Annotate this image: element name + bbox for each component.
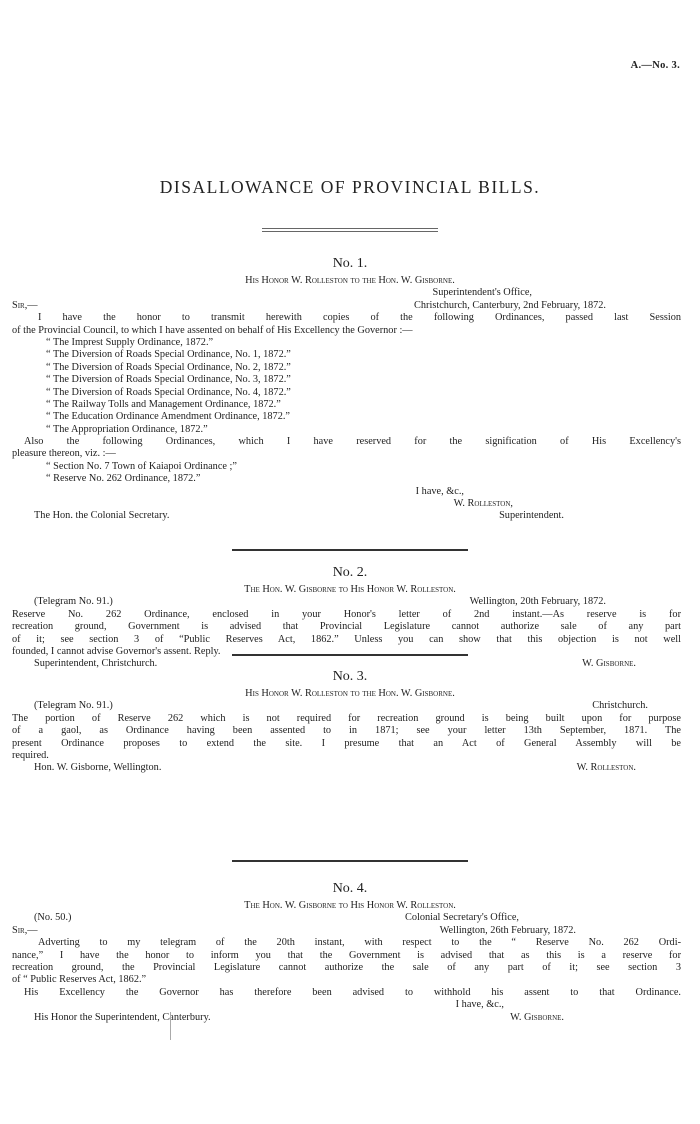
telegram-no-3 xyxy=(0,668,700,775)
section-divider xyxy=(232,654,468,656)
letter-number: No. 4. xyxy=(332,881,368,896)
scan-mark xyxy=(170,1012,172,1040)
place-date: Wellington, 26th February, 1872. xyxy=(439,924,576,936)
body-line: of it; see section 3 of “Public Reserves Act, 1862.” Unless you can show that this objection is not well xyxy=(12,633,681,645)
telegram-number: (Telegram No. 91.) xyxy=(34,700,113,712)
body-line: pleasure thereon, viz. :— xyxy=(12,448,116,460)
body-line: Reserve No. 262 Ordinance, enclosed in your Honor's letter of 2nd instant.—As reserve is for xyxy=(12,608,681,620)
body-line: present Ordinance proposes to extend the site. I presume that an Act of General Assembly will be xyxy=(12,737,681,749)
body-line: required. xyxy=(12,749,49,761)
letter-from-to: The Hon. W. Gisborne to His Honor W. Rolleston. xyxy=(244,900,456,911)
document-reference: A.—No. 3. xyxy=(630,60,680,71)
letter-number: No. 1. xyxy=(332,256,368,271)
ordinance-item: “ The Diversion of Roads Special Ordinance, No. 4, 1872.” xyxy=(46,386,291,398)
body-line: of a gaol, as Ordinance having been assented to in 1871; see your letter 13th September, 1871. The xyxy=(12,725,681,737)
place: Christchurch. xyxy=(592,700,648,712)
letter-number: No. 2. xyxy=(332,565,368,580)
letter-from-to: His Honor W. Rolleston to the Hon. W. Gisborne. xyxy=(245,275,455,286)
body-line: I have the honor to transmit herewith copies of the following Ordinances, passed last Session xyxy=(38,312,681,324)
ordinance-item: “ The Education Ordinance Amendment Ordinance, 1872.” xyxy=(46,411,290,423)
place-date: Christchurch, Canterbury, 2nd February, 1872. xyxy=(414,299,606,311)
section-divider xyxy=(232,860,468,862)
title-divider xyxy=(262,228,438,232)
body-line: Adverting to my telegram of the 20th instant, with respect to the “ Reserve No. 262 Ordi- xyxy=(38,937,681,949)
ordinance-item: “ The Diversion of Roads Special Ordinance, No. 1, 1872.” xyxy=(46,349,291,361)
signature-title: Superintendent. xyxy=(499,510,564,522)
closing: I have, &c., xyxy=(455,999,504,1011)
ordinance-item: “ The Diversion of Roads Special Ordinance, No. 3, 1872.” xyxy=(46,374,291,386)
letter-from-to: The Hon. W. Gisborne to His Honor W. Rolleston. xyxy=(244,584,456,595)
letter-office: Superintendent's Office, xyxy=(432,287,532,299)
ordinance-item: “ The Diversion of Roads Special Ordinance, No. 2, 1872.” xyxy=(46,361,291,373)
letter-no-4 xyxy=(0,880,700,1024)
recipient: Superintendent, Christchurch. xyxy=(34,658,158,670)
section-divider xyxy=(232,549,468,551)
letter-number: No. 3. xyxy=(332,669,368,684)
body-line: recreation ground, Government is advised that Provincial Legislature cannot authorize sale of any part xyxy=(12,621,681,633)
signature: W. Rolleston. xyxy=(576,762,636,774)
recipient: Hon. W. Gisborne, Wellington. xyxy=(34,762,162,774)
letter-from-to: His Honor W. Rolleston to the Hon. W. Gisborne. xyxy=(245,688,455,699)
letter-reference: (No. 50.) xyxy=(34,912,72,924)
letter-no-1 xyxy=(0,255,700,523)
body-line: recreation ground, the Provincial Legislature cannot authorize the sale of any part of it; see section 3 xyxy=(12,961,681,973)
body-line: Also the following Ordinances, which I have reserved for the signification of His Excellency's xyxy=(24,436,681,448)
ordinance-item: “ The Railway Tolls and Management Ordinance, 1872.” xyxy=(46,398,281,410)
body-line: nance,” I have the honor to inform you that the Government is advised that as this is a reserve for xyxy=(12,949,681,961)
body-line: The portion of Reserve 262 which is not required for recreation ground is being built upon for purpose xyxy=(12,712,681,724)
body-line: His Excellency the Governor has therefore been advised to withhold his assent to that Ordinance. xyxy=(24,986,681,998)
closing: I have, &c., xyxy=(415,485,464,497)
place-date: Wellington, 20th February, 1872. xyxy=(469,596,606,608)
recipient: His Honor the Superintendent, Canterbury. xyxy=(34,1011,211,1023)
ordinance-item: “ The Imprest Supply Ordinance, 1872.” xyxy=(46,336,214,348)
body-line: of “ Public Reserves Act, 1862.” xyxy=(12,974,147,986)
signature: W. Rolleston, xyxy=(453,498,513,510)
reserved-ordinance-item: “ Section No. 7 Town of Kaiapoi Ordinance ;” xyxy=(46,460,237,472)
body-line: of the Provincial Council, to which I have assented on behalf of His Excellency the Governor :— xyxy=(12,324,413,336)
ordinance-item: “ The Appropriation Ordinance, 1872.” xyxy=(46,423,208,435)
reserved-ordinance-item: “ Reserve No. 262 Ordinance, 1872.” xyxy=(46,473,201,485)
salutation: Sir,— xyxy=(12,924,38,936)
telegram-number: (Telegram No. 91.) xyxy=(34,596,113,608)
letter-office: Colonial Secretary's Office, xyxy=(404,912,519,924)
signature: W. Gisborne. xyxy=(582,658,636,670)
signature: W. Gisborne. xyxy=(510,1011,564,1023)
salutation: Sir,— xyxy=(12,299,38,311)
document-title: DISALLOWANCE OF PROVINCIAL BILLS. xyxy=(159,177,541,197)
recipient: The Hon. the Colonial Secretary. xyxy=(34,510,170,522)
body-line: founded, I cannot advise Governor's assent. Reply. xyxy=(12,645,221,657)
